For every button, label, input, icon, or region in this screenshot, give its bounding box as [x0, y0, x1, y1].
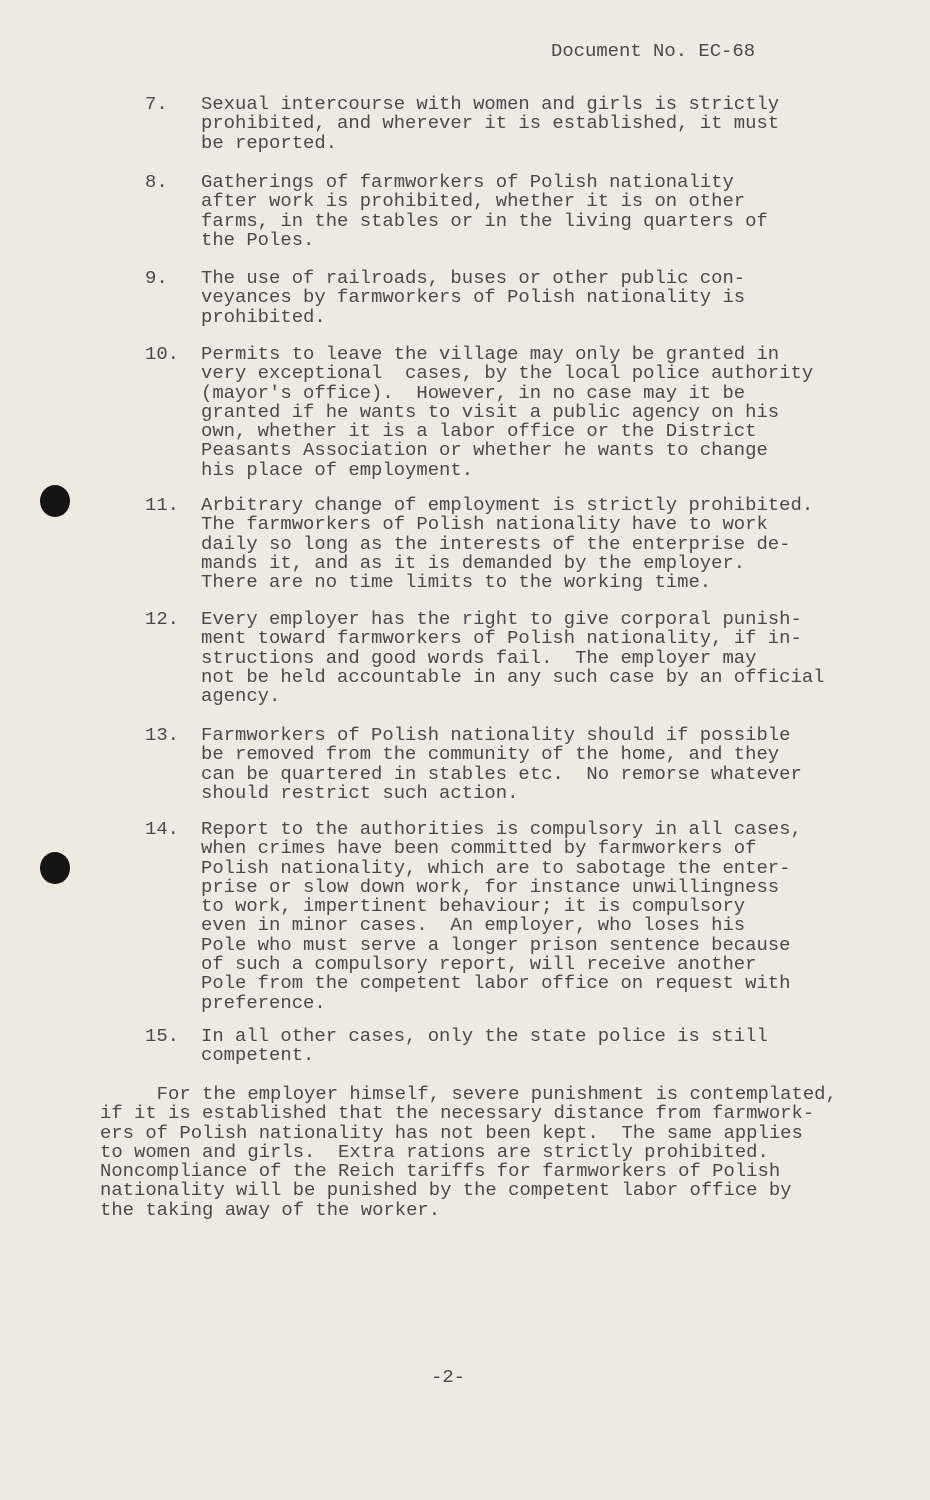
text-line: Permits to leave the village may only be granted in — [201, 343, 780, 365]
text-line: mands it, and as it is demanded by the employer. — [201, 551, 746, 574]
text-line: prohibited, and wherever it is established, it must — [201, 112, 780, 135]
text-line: Polish nationality, which are to sabotage the enter- — [201, 856, 791, 879]
item-number: 7. — [145, 93, 168, 115]
text-line: ment toward farmworkers of Polish nationality, if in- — [201, 627, 802, 650]
text-line: Arbitrary change of employment is strictly prohibited. — [201, 494, 814, 516]
text-line: his place of employment. — [201, 458, 474, 481]
text-line: For the employer himself, severe punishment is contemplated, — [100, 1083, 837, 1105]
text-line: Pole who must serve a longer prison sentence because — [201, 933, 791, 956]
item-text — [201, 496, 813, 592]
item-number: 10. — [145, 343, 180, 365]
text-line: preference. — [201, 991, 326, 1014]
punch-hole — [40, 852, 70, 884]
item-number: 11. — [145, 494, 180, 516]
text-line: Pole from the competent labor office on request with — [201, 972, 791, 995]
closing-paragraph — [100, 1085, 837, 1220]
text-line: veyances by farmworkers of Polish nationality is — [201, 286, 746, 309]
text-line: can be quartered in stables etc. No remorse whatever — [201, 762, 802, 785]
text-line: not be held accountable in any such case by an official — [201, 665, 825, 688]
text-line: to women and girls. Extra rations are strictly prohibited. — [100, 1140, 769, 1163]
text-line: The farmworkers of Polish nationality have to work — [201, 513, 768, 536]
item-text — [201, 610, 825, 706]
item-number: 14. — [145, 818, 180, 840]
text-line: Noncompliance of the Reich tariffs for farmworkers of Polish — [100, 1160, 781, 1183]
item-number: 12. — [145, 608, 180, 630]
punch-hole — [40, 485, 70, 517]
text-line: granted if he wants to visit a public agency on his — [201, 400, 780, 423]
text-line: structions and good words fail. The employer may — [201, 646, 757, 669]
item-text — [201, 173, 768, 250]
text-line: prise or slow down work, for instance unwillingness — [201, 875, 780, 898]
page-number: -2- — [431, 1366, 466, 1388]
text-line: prohibited. — [201, 305, 326, 328]
text-line: the taking away of the worker. — [100, 1198, 441, 1221]
text-line: agency. — [201, 685, 281, 708]
text-line: Peasants Association or whether he wants to change — [201, 439, 768, 462]
item-text — [201, 269, 745, 327]
document-number: Document No. EC-68 — [551, 40, 756, 62]
text-line: Farmworkers of Polish nationality should if possible — [201, 724, 791, 746]
text-line: Every employer has the right to give corporal punish- — [201, 608, 802, 630]
text-line: the Poles. — [201, 228, 315, 251]
text-line: after work is prohibited, whether it is on other — [201, 190, 746, 213]
item-number: 9. — [145, 267, 168, 289]
item-text — [201, 726, 802, 803]
text-line: Gatherings of farmworkers of Polish nationality — [201, 171, 734, 193]
text-line: own, whether it is a labor office or the District — [201, 420, 757, 443]
item-text — [201, 820, 802, 1013]
text-line: even in minor cases. An employer, who loses his — [201, 914, 746, 937]
item-text — [201, 345, 813, 480]
text-line: daily so long as the interests of the enterprise de- — [201, 532, 791, 555]
item-number: 13. — [145, 724, 180, 746]
text-line: (mayor's office). However, in no case may it be — [201, 381, 746, 404]
item-text — [201, 1027, 768, 1066]
text-line: In all other cases, only the state police is still — [201, 1025, 768, 1047]
item-number: 15. — [145, 1025, 180, 1047]
text-line: Report to the authorities is compulsory in all cases, — [201, 818, 802, 840]
text-line: be reported. — [201, 131, 338, 154]
text-line: nationality will be punished by the competent labor office by — [100, 1179, 792, 1202]
item-number: 8. — [145, 171, 168, 193]
text-line: to work, impertinent behaviour; it is compulsory — [201, 895, 746, 918]
item-text — [201, 95, 779, 153]
text-line: of such a compulsory report, will receive another — [201, 953, 757, 976]
text-line: should restrict such action. — [201, 781, 519, 804]
text-line: competent. — [201, 1044, 315, 1067]
text-line: ers of Polish nationality has not been kept. The same applies — [100, 1121, 803, 1144]
text-line: The use of railroads, buses or other public con- — [201, 267, 746, 289]
text-line: farms, in the stables or in the living quarters of — [201, 209, 768, 232]
text-line: very exceptional cases, by the local police authority — [201, 362, 814, 385]
text-line: Sexual intercourse with women and girls is strictly — [201, 93, 780, 115]
text-line: be removed from the community of the home, and they — [201, 743, 780, 766]
text-line: when crimes have been committed by farmworkers of — [201, 837, 757, 860]
text-line: if it is established that the necessary distance from farmwork- — [100, 1102, 815, 1125]
text-line: There are no time limits to the working time. — [201, 571, 712, 594]
